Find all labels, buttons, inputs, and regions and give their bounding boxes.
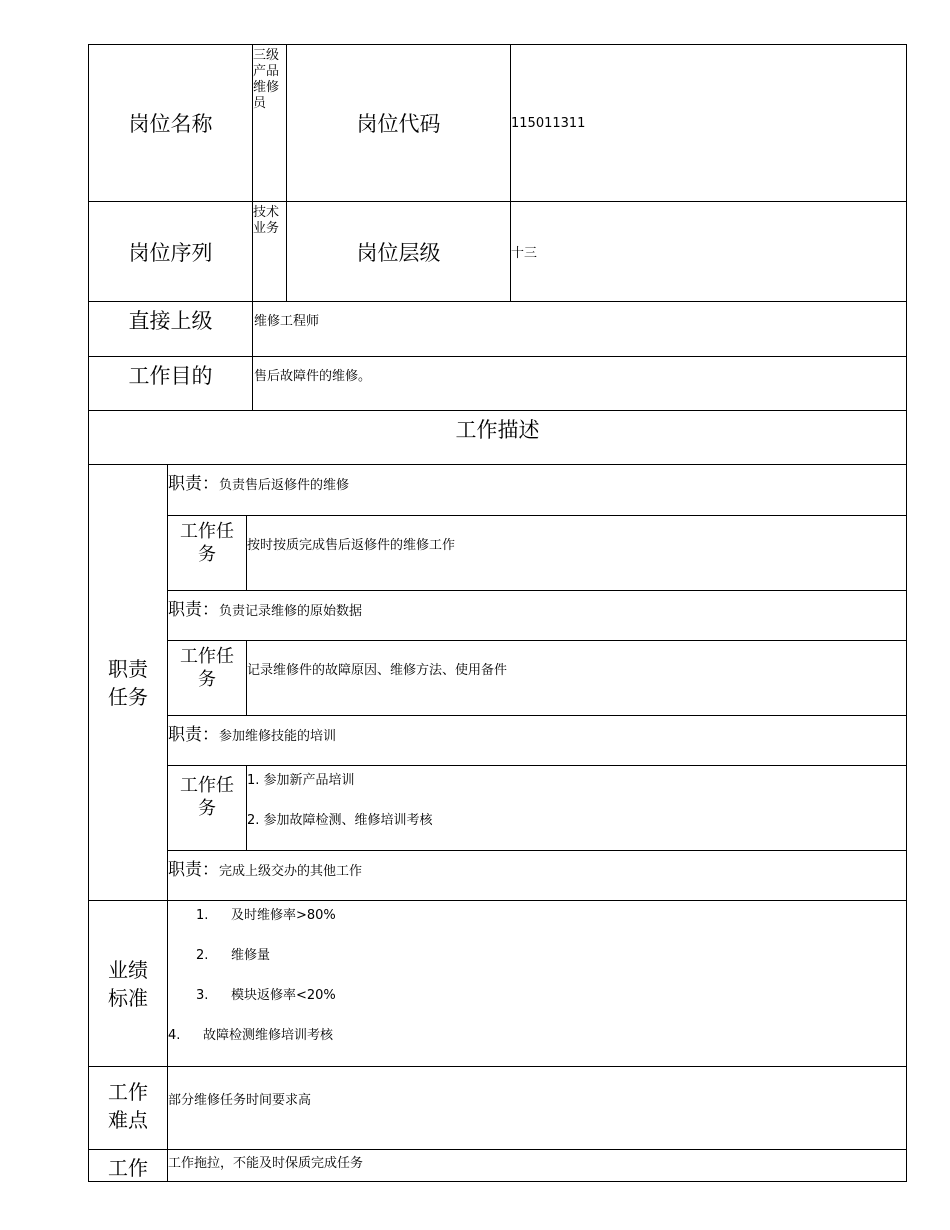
post-code-value [510, 44, 907, 202]
performance-item-num: 3. [196, 988, 209, 1003]
description-title: 工作描述 [88, 410, 907, 465]
duty-prefix: 职责： [168, 860, 219, 880]
performance-label [88, 900, 168, 1067]
post-sequence-label: 岗位序列 [88, 201, 253, 302]
performance-item-text: 故障检测维修培训考核 [203, 1028, 334, 1043]
duty-row [167, 590, 907, 641]
duty-row [167, 715, 907, 766]
performance-item-num: 1. [196, 908, 209, 923]
supervisor-value: 维修工程师 [252, 301, 907, 357]
task-content [246, 640, 907, 716]
task-label-text: 工作任务 [180, 521, 234, 565]
purpose-label: 工作目的 [88, 356, 253, 411]
duty-section-label [88, 464, 168, 901]
post-name-value: 三级产品维修员 [252, 44, 287, 202]
performance-item [168, 944, 906, 984]
task-content [246, 515, 907, 591]
task-label-text: 工作任务 [180, 646, 234, 690]
duty-text: 负责售后返修件的维修 [219, 478, 350, 493]
duty-text: 完成上级交办的其他工作 [219, 864, 363, 879]
performance-item [168, 1024, 906, 1043]
difficulty-label-text: 工作难点 [108, 1080, 148, 1132]
performance-item-text: 及时维修率>80% [231, 908, 336, 923]
task-item: 按时按质完成售后返修件的维修工作 [247, 538, 456, 553]
post-code-label: 岗位代码 [286, 44, 511, 202]
duty-prefix: 职责： [168, 474, 219, 494]
performance-item-num: 4. [168, 1028, 181, 1043]
performance-label-text: 业绩标准 [108, 957, 148, 1010]
post-level-label: 岗位层级 [286, 201, 511, 302]
duty-text: 参加维修技能的培训 [219, 729, 337, 744]
task-label [167, 765, 247, 851]
task-label-text: 工作任务 [180, 775, 234, 819]
duty-section-text: 职责任务 [108, 656, 148, 709]
duty-row [167, 850, 907, 901]
performance-item [168, 904, 906, 944]
post-level-text: 十三 [511, 246, 538, 261]
last-row-content: 工作拖拉，不能及时保质完成任务 [167, 1149, 907, 1182]
difficulty-label [88, 1066, 168, 1150]
performance-item-num: 2. [196, 948, 209, 963]
purpose-value: 售后故障件的维修。 [252, 356, 907, 411]
duty-prefix: 职责： [168, 600, 219, 620]
last-row-label: 工作 [88, 1149, 168, 1182]
difficulty-content: 部分维修任务时间要求高 [167, 1066, 907, 1150]
post-level-value [510, 201, 907, 302]
task-label [167, 640, 247, 716]
duty-prefix: 职责： [168, 725, 219, 745]
performance-item-text: 维修量 [231, 948, 271, 963]
post-code-text: 115011311 [511, 115, 586, 131]
post-name-label: 岗位名称 [88, 44, 253, 202]
task-item: 2. 参加故障检测、维修培训考核 [247, 813, 433, 828]
duty-row [167, 464, 907, 516]
performance-item [168, 984, 906, 1024]
task-content [246, 765, 907, 851]
task-label [167, 515, 247, 591]
performance-item-text: 模块返修率<20% [231, 988, 336, 1003]
post-sequence-value: 技术业务 [252, 201, 287, 302]
task-item: 1. 参加新产品培训 [247, 773, 355, 788]
task-item: 记录维修件的故障原因、维修方法、使用备件 [247, 663, 508, 678]
supervisor-label: 直接上级 [88, 301, 253, 357]
duty-text: 负责记录维修的原始数据 [219, 604, 363, 619]
performance-content [167, 900, 907, 1067]
